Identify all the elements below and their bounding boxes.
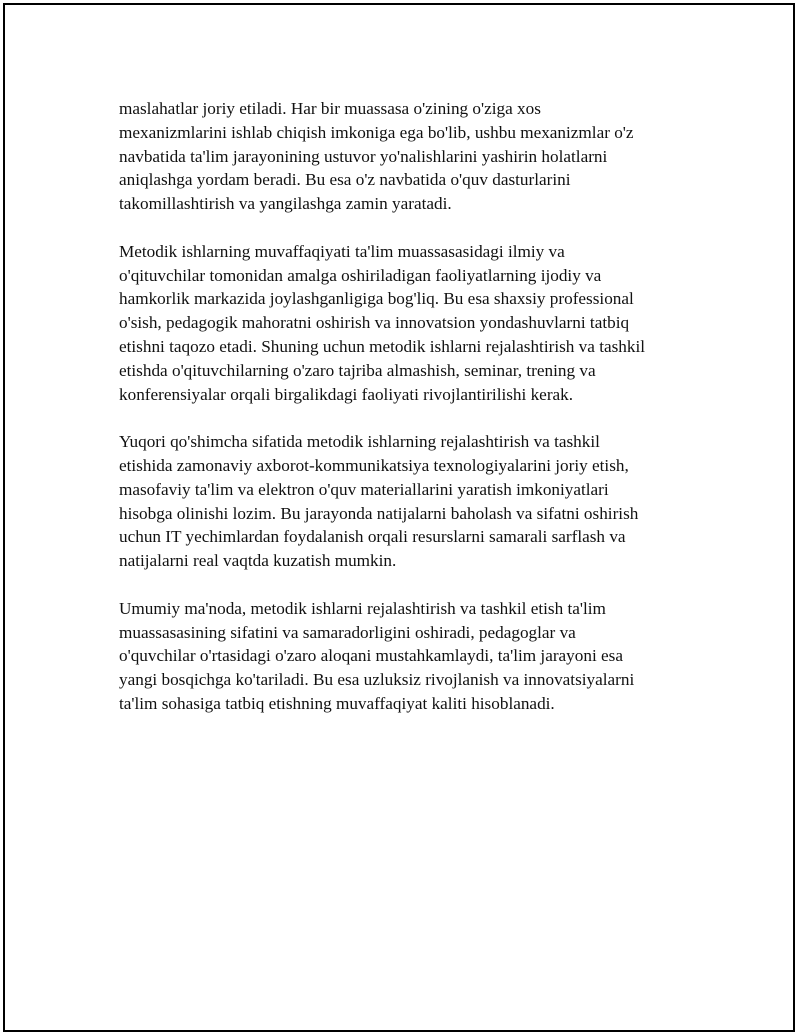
paragraph-2 bbox=[119, 240, 709, 407]
paragraph-3 bbox=[119, 430, 709, 573]
paragraph-line: yangi bosqichga ko'tariladi. Bu esa uzluksiz rivojlanish va innovatsiyalarni bbox=[119, 670, 635, 690]
paragraph-4 bbox=[119, 597, 709, 716]
paragraph-line: Umumiy ma'noda, metodik ishlarni rejalashtirish va tashkil etish ta'lim bbox=[119, 598, 606, 618]
paragraph-line: ta'lim sohasiga tatbiq etishning muvaffaqiyat kaliti hisoblanadi. bbox=[119, 693, 555, 713]
document-page bbox=[3, 3, 795, 1032]
paragraph-line: navbatida ta'lim jarayonining ustuvor yo'nalishlarini yashirin holatlarni bbox=[119, 146, 608, 166]
paragraph-line: Yuqori qo'shimcha sifatida metodik ishlarning rejalashtirish va tashkil bbox=[119, 432, 600, 452]
paragraph-line: o'sish, pedagogik mahoratni oshirish va innovatsion yondashuvlarni tatbiq bbox=[119, 313, 630, 333]
paragraph-line: o'quvchilar o'rtasidagi o'zaro aloqani mustahkamlaydi, ta'lim jarayoni esa bbox=[119, 646, 623, 666]
paragraph-line: masofaviy ta'lim va elektron o'quv materiallarini yaratish imkoniyatlari bbox=[119, 479, 609, 499]
paragraph-line: hamkorlik markazida joylashganligiga bog'liq. Bu esa shaxsiy professional bbox=[119, 289, 634, 309]
paragraph-1 bbox=[119, 97, 709, 216]
paragraph-line: Metodik ishlarning muvaffaqiyati ta'lim muassasasidagi ilmiy va bbox=[119, 241, 565, 261]
paragraph-line: etishida zamonaviy axborot-kommunikatsiya texnologiyalarini joriy etish, bbox=[119, 455, 629, 475]
paragraph-line: maslahatlar joriy etiladi. Har bir muassasa o'zining o'ziga xos bbox=[119, 99, 541, 118]
paragraph-line: o'qituvchilar tomonidan amalga oshiriladigan faoliyatlarning ijodiy va bbox=[119, 265, 602, 285]
paragraph-line: konferensiyalar orqali birgalikdagi faoliyati rivojlantirilishi kerak. bbox=[119, 384, 574, 404]
paragraph-line: natijalarni real vaqtda kuzatish mumkin. bbox=[119, 551, 397, 571]
paragraph-line: uchun IT yechimlardan foydalanish orqali resurslarni samarali sarflash va bbox=[119, 527, 626, 547]
paragraph-line: takomillashtirish va yangilashga zamin yaratadi. bbox=[119, 194, 452, 214]
paragraph-line: etishda o'qituvchilarning o'zaro tajriba almashish, seminar, trening va bbox=[119, 360, 596, 380]
document-body bbox=[119, 97, 709, 740]
paragraph-line: mexanizmlarini ishlab chiqish imkoniga ega bo'lib, ushbu mexanizmlar o'z bbox=[119, 122, 634, 142]
paragraph-line: aniqlashga yordam beradi. Bu esa o'z navbatida o'quv dasturlarini bbox=[119, 170, 571, 190]
paragraph-line: muassasasining sifatini va samaradorligini oshiradi, pedagoglar va bbox=[119, 622, 576, 642]
paragraph-line: hisobga olinishi lozim. Bu jarayonda natijalarni baholash va sifatni oshirish bbox=[119, 503, 639, 523]
paragraph-line: etishni taqozo etadi. Shuning uchun metodik ishlarni rejalashtirish va tashkil bbox=[119, 336, 646, 356]
